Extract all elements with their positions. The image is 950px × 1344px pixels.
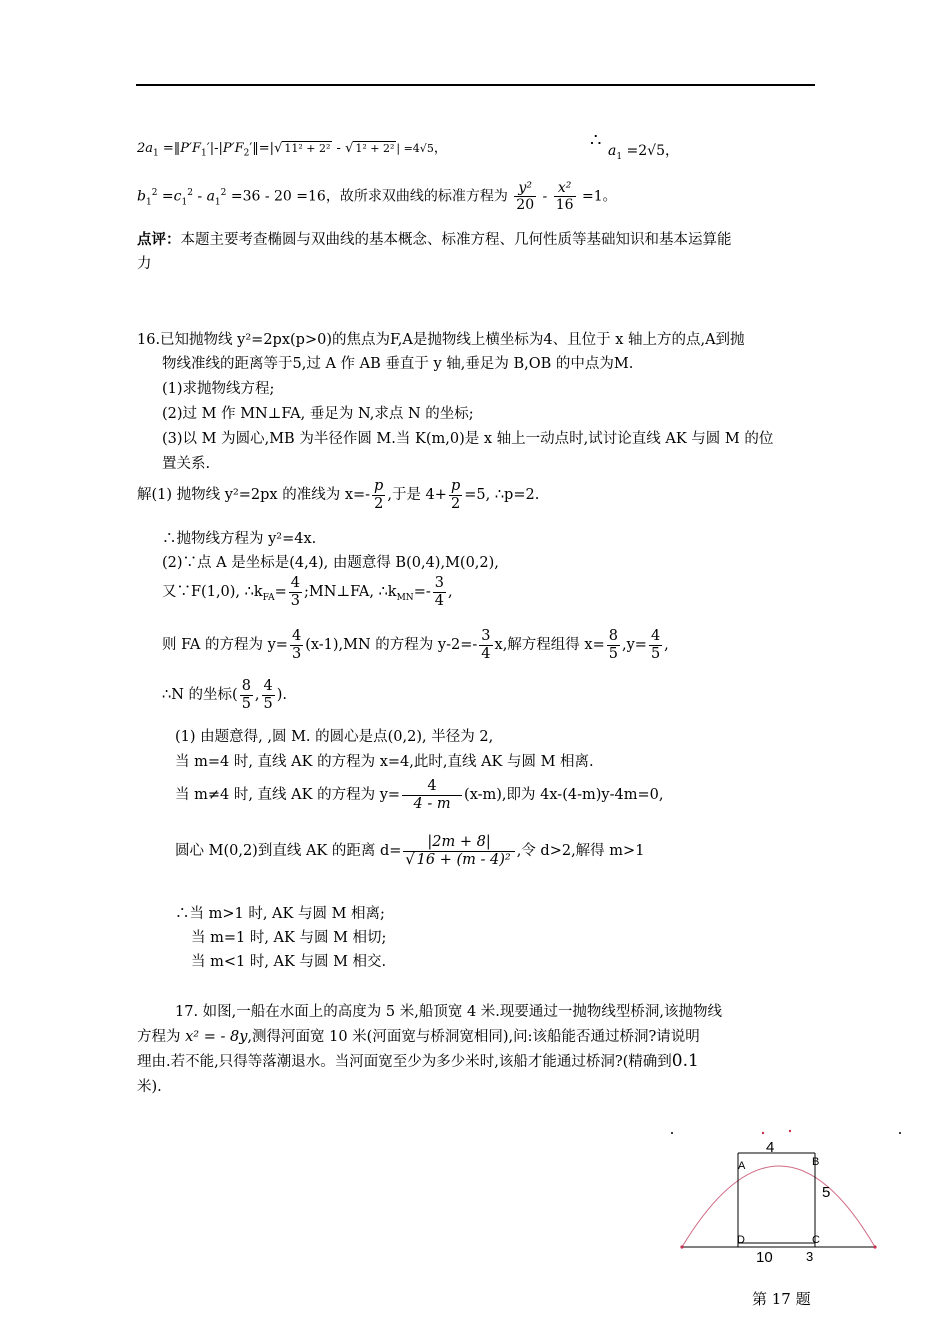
q17-line3: 理由.若不能,只得等落潮退水。当河面宽至少为多少米时,该船才能通过桥洞?(精确到0.1 — [137, 1051, 699, 1071]
sol16-step10: 圆心 M(0,2)到直线 AK 的距离 d= $\frac{|2m + 8|}{\text{√ 16 + (m - 4)²}}$ ,令 d>2,解得 m>1 — [175, 834, 645, 868]
label-top-width: 4 — [766, 1139, 775, 1156]
q16-line1: 16.已知抛物线 y²=2px(p>0)的焦点为F,A是抛物线上横坐标为4、且位于 x 轴上方的点,A到抛 — [137, 332, 745, 348]
therefore-symbol: ∴ — [590, 130, 602, 151]
point-left — [680, 1245, 683, 1248]
header-rule — [136, 84, 815, 86]
label-B: B — [812, 1156, 820, 1168]
sol16-step4: 又∵F(1,0), $\therefore k_{FA}=$ $\frac{4}{3}$ ;MN⊥FA, $\therefore k_{MN}=-$ $\frac{3}{4}$ , — [162, 575, 453, 609]
comment-line2: 力 — [137, 256, 152, 272]
sol16-step13: 当 m<1 时, AK 与圆 M 相交. — [191, 954, 387, 970]
q16-part3a: (3)以 M 为圆心,MB 为半径作圆 M.当 K(m,0)是 x 轴上一动点时,试讨论直线 AK 与圆 M 的位 — [162, 431, 774, 447]
point-outer-left — [671, 1132, 673, 1134]
equation-2a1: $2a_1$ $=‖P'F_1'|-|P'F_2'‖=|√$ 11² + 2² - √ 1² + 2² | =4√5， — [137, 141, 447, 159]
point-top — [789, 1130, 791, 1132]
sol16-step3: (2)∵点 A 是坐标是(4,4), 由题意得 B(0,4),M(0,2), — [162, 555, 499, 571]
sol16-step5: 则 FA 的方程为 y= $\frac{4}{3}$ (x-1),MN 的方程为 y-2=- $\frac{3}{4}$ x,解方程组得 x= $\frac{8}{5}$ ,y= $\frac{4}{5}$ , — [162, 628, 669, 662]
sol16-step11: ∴当 m>1 时, AK 与圆 M 相离; — [175, 906, 385, 922]
q16-line2: 物线准线的距离等于5,过 A 作 AB 垂直于 y 轴,垂足为 B,OB 的中点为M. — [162, 356, 634, 372]
point-right — [873, 1245, 876, 1248]
q16-part2: (2)过 M 作 MN⊥FA, 垂足为 N,求点 N 的坐标; — [162, 406, 474, 422]
q16-part3b: 置关系. — [162, 456, 211, 472]
q17-line1: 17. 如图,一船在水面上的高度为 5 米,船顶宽 4 米.现要通过一抛物线型桥洞,该抛物线 — [175, 1004, 722, 1020]
label-D: D — [737, 1234, 745, 1246]
label-A: A — [738, 1160, 746, 1172]
q16-part1: (1)求抛物线方程; — [162, 381, 275, 397]
figure-caption: 第 17 题 — [752, 1290, 811, 1308]
point-outer-right — [899, 1132, 901, 1134]
point-top2 — [762, 1132, 764, 1134]
label-side-height: 5 — [822, 1184, 831, 1201]
sol16-step7: (1) 由题意得, ,圆 M. 的圆心是点(0,2), 半径为 2, — [175, 729, 494, 745]
equation-b1: $b_1^2 =c_1^2 - a_1^2 =36 - 20 =16$，故所求双曲线的标准方程为 $\frac{\text{y²}}{20}$ - $\frac{\text{x²}}{16}$ =1。 — [137, 180, 617, 214]
label-bottom-3: 3 — [806, 1249, 814, 1264]
q17-line4: 米). — [137, 1079, 162, 1095]
label-C: C — [812, 1234, 820, 1246]
sol16-step2: ∴抛物线方程为 y²=4x. — [162, 531, 317, 547]
comment-line1: 点评：本题主要考查椭圆与双曲线的基本概念、标准方程、几何性质等基础知识和基本运算能 — [137, 231, 732, 248]
sol16-step9: 当 m≠4 时, 直线 AK 的方程为 y= $\frac{4}{4 - m}$ (x-m),即为 4x-(4-m)y-4m=0, — [175, 778, 664, 812]
sol16-step1: 解(1) 抛物线 y²=2px 的准线为 x=- $\frac{p}{2}$ ,于是 4+ $\frac{p}{2}$ =5, ∴p=2. — [137, 478, 540, 512]
bridge-figure — [660, 1125, 910, 1265]
sol16-step6: ∴N 的坐标( $\frac{8}{5}$ , $\frac{4}{5}$ ). — [162, 678, 288, 712]
label-bottom-width: 10 — [756, 1249, 773, 1265]
sol16-step12: 当 m=1 时, AK 与圆 M 相切; — [191, 930, 387, 946]
q17-line2: 方程为 x² = - 8y,测得河面宽 10 米(河面宽与桥洞宽相同),问:该船能否通过桥洞?请说明 — [137, 1029, 700, 1045]
sol16-step8: 当 m=4 时, 直线 AK 的方程为 x=4,此时,直线 AK 与圆 M 相离. — [175, 754, 594, 770]
equation-a1: $a_1 =2√5$， — [608, 143, 680, 162]
parabola-curve — [682, 1166, 875, 1247]
